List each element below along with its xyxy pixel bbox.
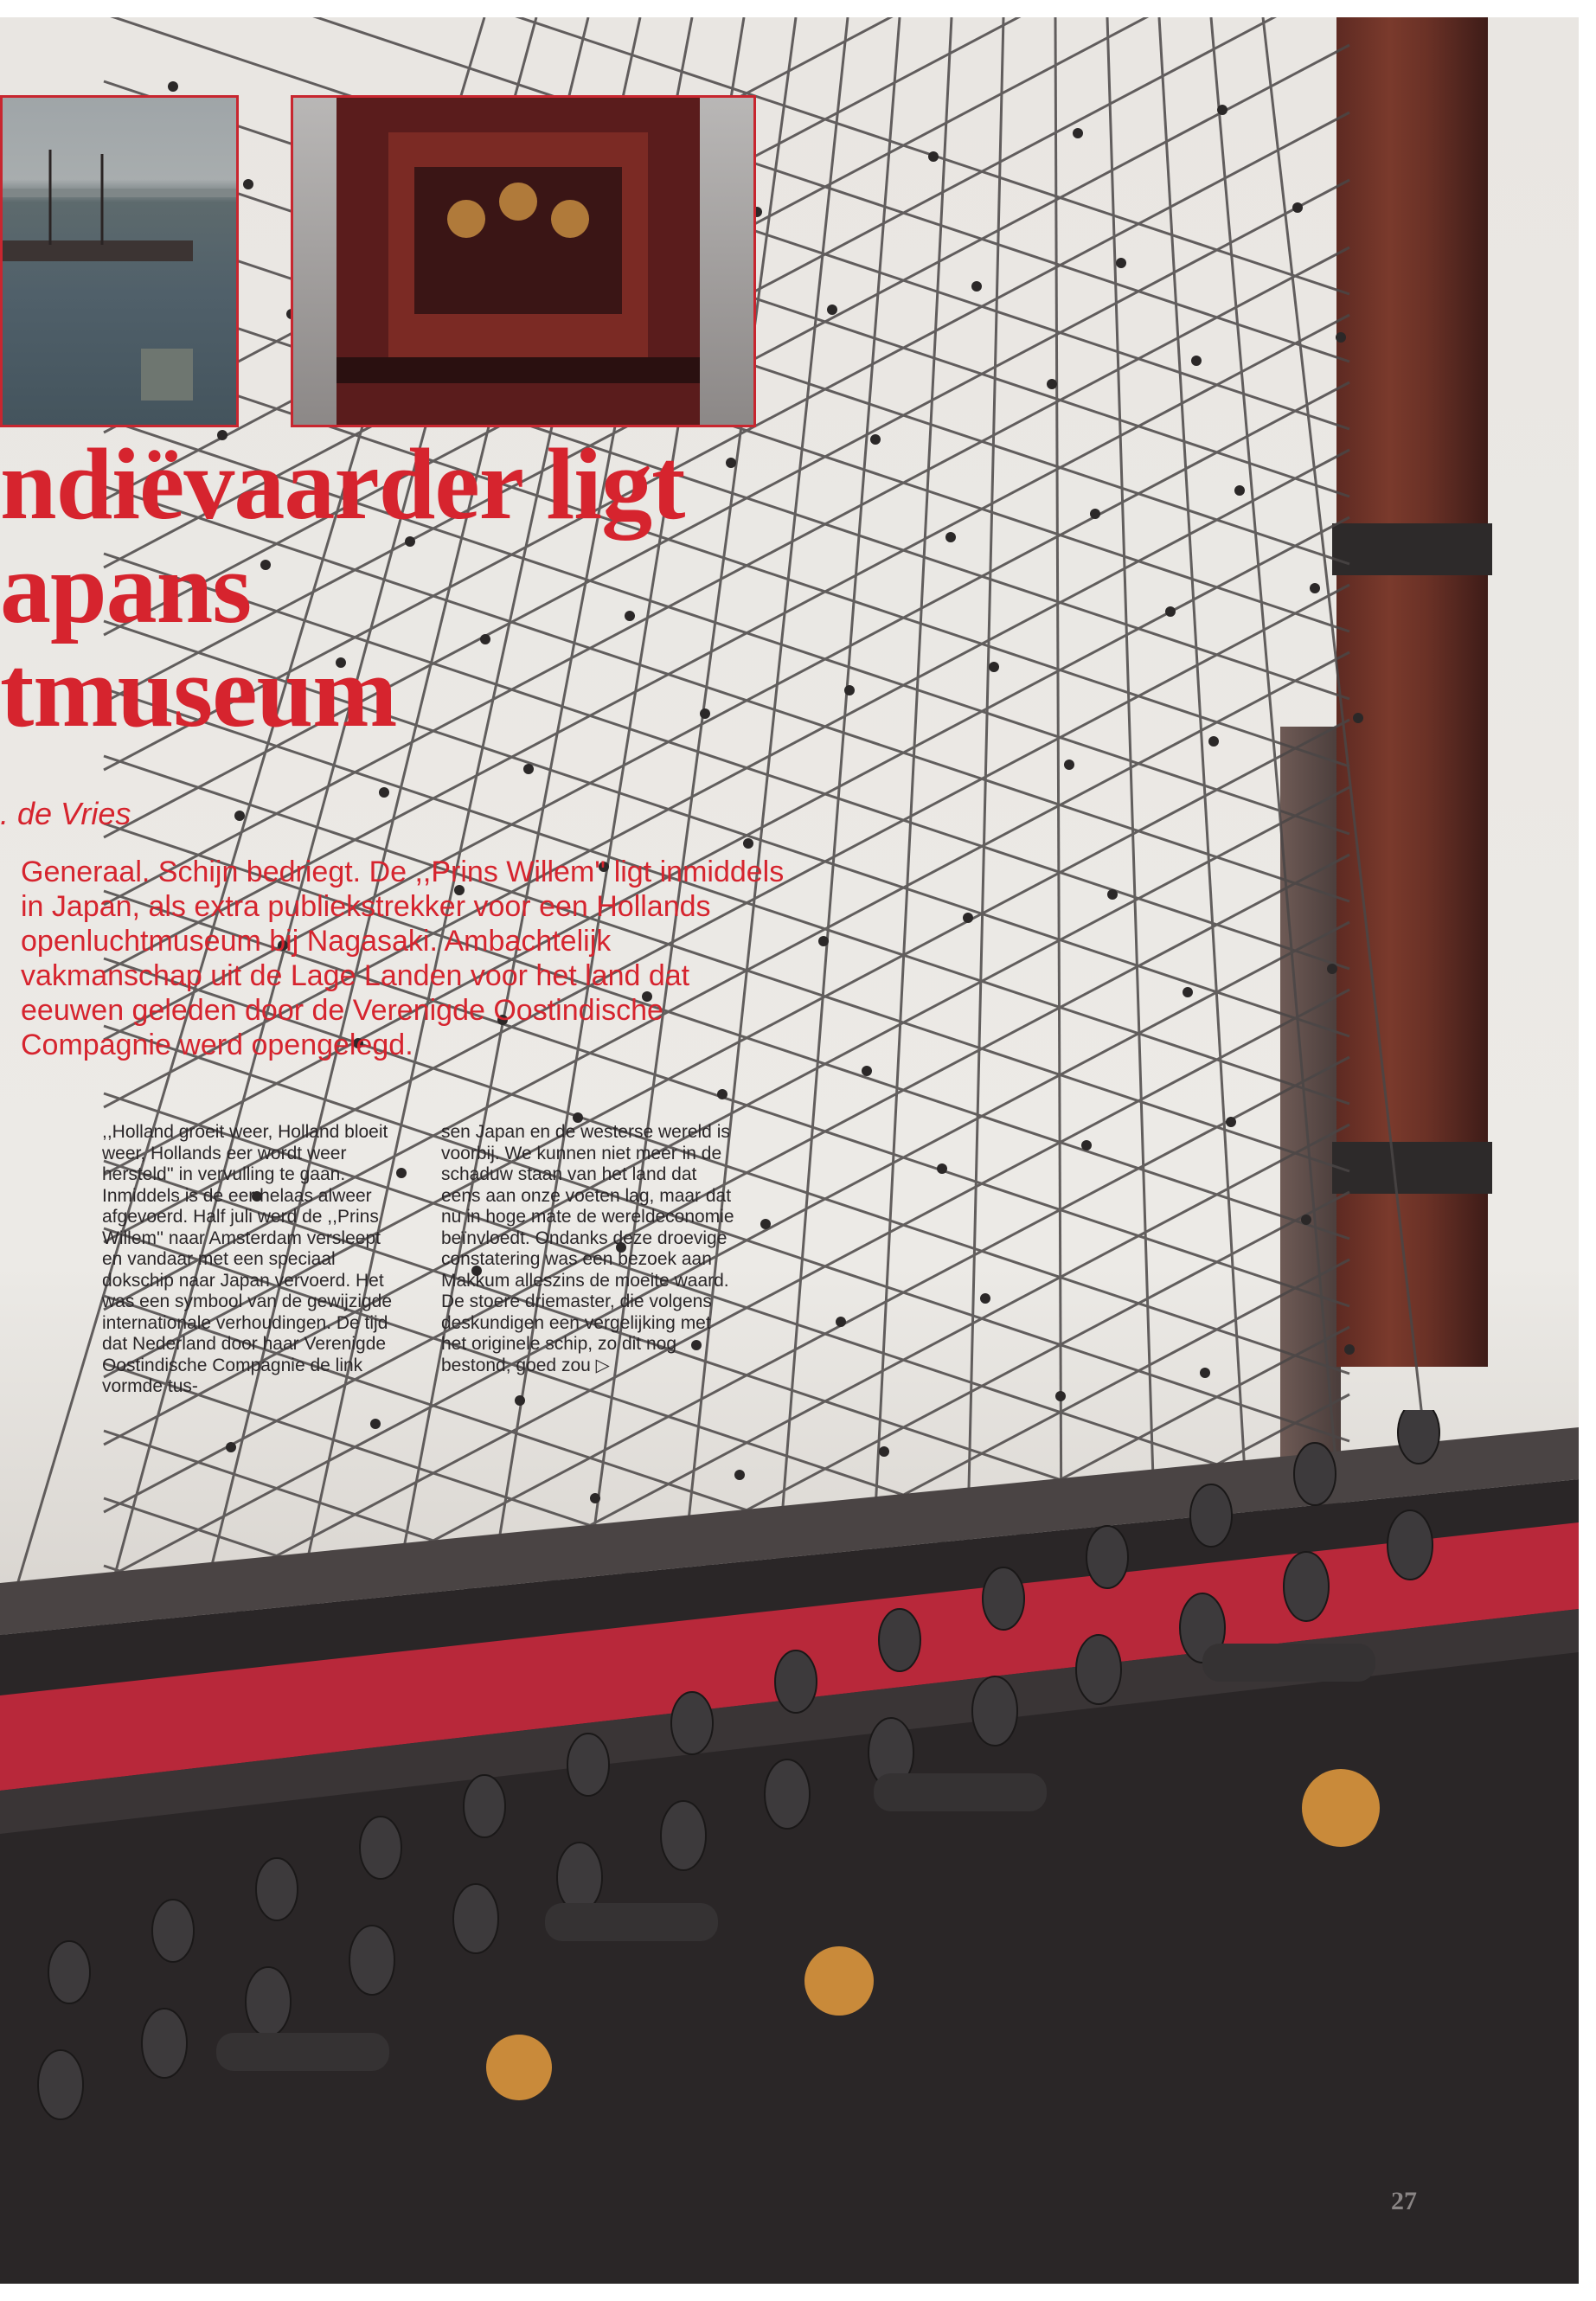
deadeye-block — [775, 1650, 817, 1713]
deadeye-block — [765, 1759, 810, 1829]
rope-knot — [870, 434, 881, 445]
deadeye-block — [1076, 1635, 1121, 1704]
deadeye-block — [256, 1858, 298, 1920]
deadeye-block — [671, 1692, 713, 1754]
rope-knot — [844, 685, 855, 695]
rope-knot — [1107, 889, 1118, 900]
deadeye-block — [152, 1900, 194, 1962]
rope-knot — [818, 936, 829, 946]
rope-knot — [1327, 964, 1337, 974]
rope-knot — [1055, 1391, 1066, 1401]
rope-knot — [1208, 736, 1219, 747]
rope-knot — [836, 1317, 846, 1327]
title-line: apans — [0, 531, 252, 644]
rope-knot — [743, 838, 753, 849]
deadeye-block — [142, 2009, 187, 2078]
deadeye-block — [567, 1734, 609, 1796]
rope-knot — [1064, 760, 1074, 770]
rope-knot — [1310, 583, 1320, 593]
deadeye-block — [1086, 1526, 1128, 1588]
rope-knot — [1217, 105, 1227, 115]
deadeye-block — [1388, 1510, 1433, 1580]
title-line: ndiëvaarder ligt — [0, 427, 685, 541]
rope-knot — [980, 1293, 990, 1304]
rope-knot — [1090, 509, 1100, 519]
cannon — [216, 2033, 389, 2071]
rope-knot — [1226, 1117, 1236, 1127]
cannon — [1202, 1644, 1375, 1682]
rope-knot — [523, 764, 534, 774]
body-column-2: sen Japan en de westerse wereld is voorbij. We kunnen niet meer in de schaduw staan van het land dat eens aan onze voeten lag, maar dat nu in hoge mate de wereldeconomie beïnvloedt. Ondanks deze droevige constatering was een bezoek aan Makkum alleszins de moeite waard. De stoere driemaster, die volgens deskundigen een vergelijking met het originele schip, zo dit nog bestond, goed zou ▷ — [441, 1122, 734, 1375]
page-margin — [0, 2284, 1596, 2301]
stern-carving-inset-photo — [291, 95, 756, 427]
rope-knot — [1292, 202, 1303, 213]
rope-knot — [1165, 606, 1176, 617]
deadeye-block — [1284, 1552, 1329, 1621]
byline: . de Vries — [0, 796, 131, 831]
rope-knot — [862, 1066, 872, 1076]
rope-knot — [928, 151, 939, 162]
body-column-1: ,,Holland groeit weer, Holland bloeit weer, Hollands eer wordt weer hersteld'' in vervulling te gaan. Inmiddels is de eer helaas alweer afgevoerd. Half juli werd de ,,Prins Willem'' naar Amsterdam versleept en vandaar met een speciaal dokschip naar Japan vervoerd. Het was een symbool van de gewijzigde internationale verhoudingen. De tijd dat Nederland door haar Verenigde Oostindische Compagnie de link vormde tus- — [102, 1122, 393, 1396]
lead-paragraph: Generaal. Schijn bedriegt. De ,,Prins Willem'' ligt inmiddels in Japan, als extra publiekstrekker voor een Hollands openluchtmuseum bij Nagasaki. Ambachtelijk vakmanschap uit de Lage Landen voor het land dat eeuwen geleden door de Verenigde Oostindische Compagnie werd opengelegd. — [21, 856, 785, 1061]
deadeye-block — [453, 1884, 498, 1953]
deadeye-block — [246, 1967, 291, 2036]
rope-knot — [963, 913, 973, 923]
rope-knot — [717, 1089, 727, 1099]
rope-knot — [827, 304, 837, 315]
ship-hull — [0, 1410, 1579, 2284]
deadeye-block — [1190, 1484, 1232, 1547]
rope-knot — [379, 787, 389, 798]
rope-knot — [989, 662, 999, 672]
rope-knot — [760, 1219, 771, 1229]
carved-ornament — [486, 2035, 552, 2100]
rope-knot — [1191, 356, 1202, 366]
deadeye-block — [557, 1843, 602, 1912]
deadeye-block — [1398, 1410, 1439, 1464]
rope-knot — [396, 1168, 407, 1178]
rope-knot — [1047, 379, 1057, 389]
rope-knot — [243, 179, 253, 189]
deadeye-block — [360, 1817, 401, 1879]
rope-knot — [234, 811, 245, 821]
deadeye-block — [464, 1775, 505, 1837]
cannon — [545, 1903, 718, 1941]
rope-knot — [168, 81, 178, 92]
rope-knot — [971, 281, 982, 292]
rope-knot — [1183, 987, 1193, 997]
harbor-inset-photo — [0, 95, 239, 427]
rope-knot — [1081, 1140, 1092, 1150]
rope-knot — [1344, 1344, 1355, 1355]
page-number: 27 — [1391, 2187, 1417, 2215]
rope-knot — [937, 1163, 947, 1174]
rope-knot — [1116, 258, 1126, 268]
rope-knot — [1353, 713, 1363, 723]
rope-knot — [515, 1395, 525, 1406]
deadeye-block — [48, 1941, 90, 2003]
carved-ornament — [1302, 1769, 1380, 1847]
deadeye-block — [38, 2050, 83, 2119]
deadeye-block — [1294, 1443, 1336, 1505]
rope-knot — [1200, 1368, 1210, 1378]
rope-knot — [1336, 332, 1346, 343]
deadeye-block — [661, 1801, 706, 1870]
cannon — [874, 1773, 1047, 1811]
title-line: tmuseum — [0, 635, 397, 748]
rope-knot — [945, 532, 956, 542]
rope-knot — [1301, 1215, 1311, 1225]
rope-knot — [1234, 485, 1245, 496]
article-title — [0, 427, 779, 748]
page-margin — [1579, 0, 1596, 2301]
deadeye-block — [349, 1926, 394, 1995]
deadeye-block — [972, 1676, 1017, 1746]
deadeye-block — [879, 1609, 920, 1671]
deadeye-block — [983, 1567, 1024, 1630]
rope-knot — [1073, 128, 1083, 138]
carved-ornament — [804, 1946, 874, 2016]
